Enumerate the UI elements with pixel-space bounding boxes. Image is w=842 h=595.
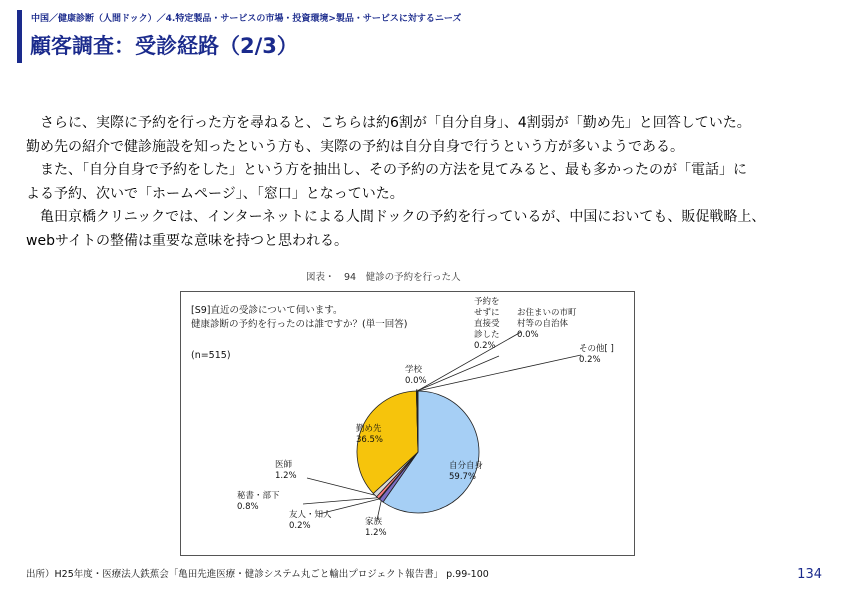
body-line: さらに、実際に予約を行った方を尋ねると、こちらは約6割が「自分自身」、4割弱が「勤め先」と回答していた。 bbox=[26, 115, 751, 131]
body-line: 勤め先の紹介で健診施設を知ったという方も、実際の予約は自分自身で行うという方が多いようである。 bbox=[26, 138, 684, 155]
slice-label: その他[ ] bbox=[579, 344, 614, 354]
slice-label: 診した bbox=[474, 330, 500, 340]
title-accent-bar bbox=[17, 10, 22, 63]
slice-value-label: 0.2% bbox=[289, 521, 311, 531]
leader-line bbox=[303, 498, 378, 504]
body-line: よる予約、次いで「ホームページ」、「窓口」となっていた。 bbox=[26, 185, 404, 202]
slice-label: 家族 bbox=[365, 517, 383, 527]
slice-label: 自分自身 bbox=[449, 461, 484, 471]
page-number: 134 bbox=[797, 567, 822, 582]
sample-size: (n=515) bbox=[191, 350, 231, 361]
source-note: 出所）H25年度・医療法人鉄蕉会「亀田先進医療・健診システム丸ごと輸出プロジェクト報告書」 p.99-100 bbox=[26, 569, 489, 580]
slice-label: 秘書・部下 bbox=[237, 491, 280, 501]
slice-label: 勤め先 bbox=[356, 424, 382, 434]
slice-value-label: 0.8% bbox=[237, 502, 259, 512]
page-title: 顧客調査：受診経路（2/3） bbox=[30, 34, 298, 58]
slice-label: お住まいの市町 bbox=[517, 308, 577, 318]
slice-value-label: 59.7% bbox=[449, 472, 477, 482]
leader-line bbox=[417, 356, 499, 391]
body-line: webサイトの整備は重要な意味を持つと思われる。 bbox=[26, 232, 348, 249]
slice-label: 学校 bbox=[405, 365, 423, 375]
leader-line bbox=[418, 355, 581, 391]
survey-question-line: 健康診断の予約を行ったのは誰ですか？(単一回答) bbox=[191, 319, 408, 330]
slice-label: 直接受 bbox=[474, 319, 500, 329]
body-line: また、「自分自身で予約をした」という方を抽出し、その予約の方法を見てみると、最も多かったのが「電話」に bbox=[26, 162, 747, 178]
slice-label: 村等の自治体 bbox=[517, 319, 569, 329]
slice-label: 予約を bbox=[474, 297, 500, 307]
breadcrumb: 中国／健康診断（人間ドック）／4.特定製品・サービスの市場・投資環境>製品・サービスに対するニーズ bbox=[31, 14, 462, 24]
body-text bbox=[26, 112, 826, 253]
slice-value-label: 1.2% bbox=[365, 528, 387, 538]
slice-value-label: 1.2% bbox=[275, 471, 297, 481]
slice-value-label: 0.0% bbox=[517, 330, 539, 340]
slice-value-label: 36.5% bbox=[356, 435, 384, 445]
slice-label: 友人・知人 bbox=[289, 510, 332, 520]
survey-question-line: [S9]直近の受診について伺います。 bbox=[191, 305, 343, 316]
chart-frame bbox=[180, 291, 635, 556]
slice-label: せずに bbox=[474, 308, 500, 318]
figure-caption: 図表・ 94 健診の予約を行った人 bbox=[306, 272, 461, 283]
slice-value-label: 0.2% bbox=[579, 355, 601, 365]
slice-value-label: 0.0% bbox=[405, 376, 427, 386]
slice-value-label: 0.2% bbox=[474, 341, 496, 351]
leader-line bbox=[417, 332, 521, 391]
slice-label: 医師 bbox=[275, 460, 293, 470]
body-line: 亀田京橋クリニックでは、インターネットによる人間ドックの予約を行っているが、中国においても、販促戦略上、 bbox=[26, 209, 766, 225]
pie-chart bbox=[181, 292, 634, 555]
